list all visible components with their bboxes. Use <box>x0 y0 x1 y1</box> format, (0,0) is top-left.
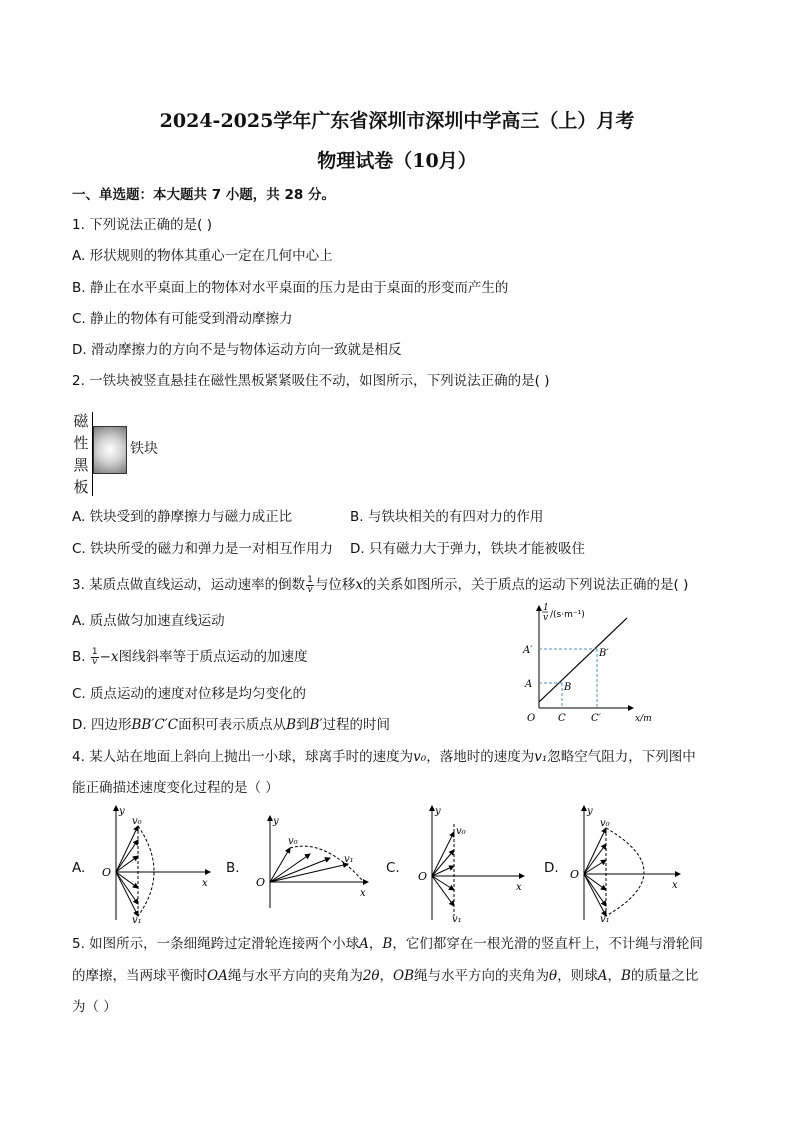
q5-text: 的摩擦，当两球平衡时 <box>72 968 207 984</box>
dashed-arc <box>606 828 644 916</box>
frac-den: v <box>307 584 313 595</box>
q1-option-c: C. 静止的物体有可能受到滑动摩擦力 <box>72 311 293 327</box>
axis-x-label: x <box>202 878 208 889</box>
v1-label: v₁ <box>344 854 354 865</box>
quad-label: BB′C′C <box>131 717 179 733</box>
q3-stem-text: 与位移 <box>314 577 356 593</box>
y-label-num: 1 <box>543 603 549 613</box>
label-origin: O <box>527 713 536 724</box>
q1-option-b: B. 静止在水平桌面上的物体对水平桌面的压力是由于桌面的形变而产生的 <box>72 280 509 296</box>
rope-ob: OB <box>393 968 415 984</box>
y-unit: /(s·m⁻¹) <box>550 610 585 620</box>
velocity-arrow <box>432 876 454 906</box>
dashed-arc <box>138 826 154 916</box>
point-label: B <box>286 717 297 733</box>
q3-stem-text: 3. 某质点做直线运动，运动速率的倒数 <box>72 577 306 593</box>
velocity-arrow <box>432 876 454 890</box>
axis-x-label: x <box>516 882 522 893</box>
q4-stem-line2: 能正确描述速度变化过程的是（ ） <box>72 780 279 796</box>
paper-title-line1: 2024-2025学年广东省深圳市深圳中学高三（上）月考 <box>159 110 635 132</box>
axis-y-label: y <box>119 806 125 817</box>
q3-stem-text: 的关系如图所示，关于质点的运动下列说法正确的是( ) <box>363 577 689 593</box>
axis-origin-label: O <box>418 870 428 883</box>
board-label <box>70 410 92 498</box>
q5-text: 5. 如图所示，一条细绳跨过定滑轮连接两个小球 <box>72 936 360 952</box>
section-heading: 一、单选题：本大题共 7 小题，共 28 分。 <box>72 187 335 203</box>
v1-label: v₁ <box>452 914 462 924</box>
board-label-char: 黑 <box>73 456 89 474</box>
q5-text: ，则球 <box>557 968 598 984</box>
velocity-arrow <box>116 872 138 888</box>
rope-oa: OA <box>207 968 228 984</box>
q2-option-d: D. 只有磁力大于弹力，铁块才能被吸住 <box>350 541 585 557</box>
axis-y-label: y <box>273 816 279 827</box>
q3-option-d <box>72 715 390 735</box>
q2-option-b: B. 与铁块相关的有四对力的作用 <box>350 509 544 525</box>
q1-option-d: D. 滑动摩擦力的方向不是与物体运动方向一致就是相反 <box>72 342 402 358</box>
velocity-arrow <box>116 840 138 872</box>
velocity-arrow <box>584 874 606 890</box>
q5-text: ，它们都穿在一根光滑的竖直杆上，不计绳与滑轮间 <box>392 936 703 952</box>
paper-title-line2: 物理试卷（10月） <box>317 150 477 172</box>
q5-line3: 为（ ） <box>72 999 117 1015</box>
label-b: B <box>564 682 572 693</box>
q1-stem: 1. 下列说法正确的是( ) <box>72 217 212 233</box>
option-label: B. <box>72 649 86 665</box>
v0-label: v₀ <box>288 836 298 847</box>
axis-y-label: y <box>587 806 593 817</box>
q4-choice-a-label: A. <box>72 860 86 876</box>
q4-diagram-b <box>244 812 374 912</box>
frac-num: 1 <box>91 646 98 657</box>
q2-option-c: C. 铁块所受的磁力和弹力是一对相互作用力 <box>72 541 334 557</box>
velocity-arrow <box>584 874 606 906</box>
q3-graph <box>515 600 675 732</box>
q4-text: 忽略空气阻力，下列图中 <box>547 749 696 765</box>
q5-text: 的质量之比 <box>630 968 699 984</box>
q2-stem: 2. 一铁块被竖直悬挂在磁性黑板紧紧吸住不动，如图所示，下列说法正确的是( ) <box>72 373 550 389</box>
var-x: x <box>355 577 364 593</box>
reciprocal-fraction <box>91 648 99 667</box>
comma: ， <box>607 968 621 984</box>
option-text: 图线斜率等于质点运动的加速度 <box>118 649 308 665</box>
v0-label: v₀ <box>456 826 466 837</box>
v1-label: v₁ <box>600 914 610 924</box>
var-x: −x <box>99 649 119 665</box>
reciprocal-fraction <box>306 576 314 595</box>
axis-origin-label: O <box>102 866 112 879</box>
axis-origin-label: O <box>256 876 266 889</box>
velocity-arrow <box>270 848 290 882</box>
board-label-char: 板 <box>73 478 89 496</box>
q2-figure <box>70 410 180 496</box>
label-a-prime: A′ <box>523 645 533 656</box>
angle-2theta: 2θ <box>362 968 380 984</box>
graph-line <box>539 618 627 702</box>
frac-num: 1 <box>307 574 313 585</box>
v0-label: v₀ <box>600 818 610 829</box>
q5-text: ， <box>379 968 394 984</box>
board-label-char: 磁 <box>73 412 89 430</box>
q3-option-b <box>72 647 308 667</box>
velocity-arrow <box>116 872 138 904</box>
v1-label: v₁ <box>132 915 142 924</box>
v0-label: v₀ <box>132 816 142 827</box>
board-label-char: 性 <box>73 434 89 452</box>
option-text: 过程的时间 <box>322 717 391 733</box>
q2-option-a: A. 铁块受到的静摩擦力与磁力成正比 <box>72 509 293 525</box>
axis-x-label: x <box>360 888 366 899</box>
frac-den: v <box>92 656 98 667</box>
q5-text: 绳与水平方向的夹角为 <box>227 968 363 984</box>
angle-theta: θ <box>549 968 558 984</box>
q5-text: 绳与水平方向的夹角为 <box>414 968 550 984</box>
label-b-prime: B′ <box>599 648 609 659</box>
y-label-den: v <box>543 613 549 623</box>
q3-stem <box>72 575 688 595</box>
point-label: B′ <box>309 717 323 733</box>
q3-option-c: C. 质点运动的速度对位移是均匀变化的 <box>72 686 307 702</box>
option-text: D. 四边形 <box>72 717 132 733</box>
iron-block <box>93 426 127 474</box>
v1-symbol: v₁ <box>534 749 548 765</box>
label-c: C <box>558 713 566 724</box>
axis-y-label: y <box>435 806 441 817</box>
q1-option-a: A. 形状规则的物体其重心一定在几何中心上 <box>72 248 333 264</box>
axis-origin-label: O <box>570 868 580 881</box>
x-unit: x/m <box>635 714 652 724</box>
q4-choice-b-label: B. <box>226 860 240 876</box>
ball-b: B <box>382 936 393 952</box>
q4-diagram-d <box>562 802 692 924</box>
velocity-arrow <box>116 826 138 872</box>
comma: ， <box>368 936 383 952</box>
ball-b: B <box>620 968 631 984</box>
velocity-arrow <box>432 866 454 876</box>
q4-choice-c-label: C. <box>386 860 400 876</box>
velocity-arrow <box>116 872 138 916</box>
q5-line2 <box>72 966 698 986</box>
q4-stem-line1 <box>72 747 696 767</box>
label-a: A <box>525 679 533 690</box>
q5-line1 <box>72 934 703 954</box>
block-label: 铁块 <box>130 441 158 457</box>
axis-x-label: x <box>672 880 678 891</box>
q4-choice-d-label: D. <box>544 860 559 876</box>
option-text: 面积可表示质点从 <box>178 717 287 733</box>
q4-diagram-c <box>404 802 534 924</box>
velocity-arrow <box>584 874 606 916</box>
label-c-prime: C′ <box>591 713 601 724</box>
q4-text: 4. 某人站在地面上斜向上抛出一小球，球离手时的速度为 <box>72 749 414 765</box>
option-text: 到 <box>296 717 310 733</box>
q4-diagram-a <box>92 802 222 924</box>
q4-text: ，落地时的速度为 <box>426 749 535 765</box>
q3-option-a: A. 质点做匀加速直线运动 <box>72 613 225 629</box>
velocity-arrow <box>584 844 606 874</box>
ball-a: A <box>597 968 608 984</box>
ball-a: A <box>359 936 369 952</box>
v0-symbol: v₀ <box>413 749 427 765</box>
